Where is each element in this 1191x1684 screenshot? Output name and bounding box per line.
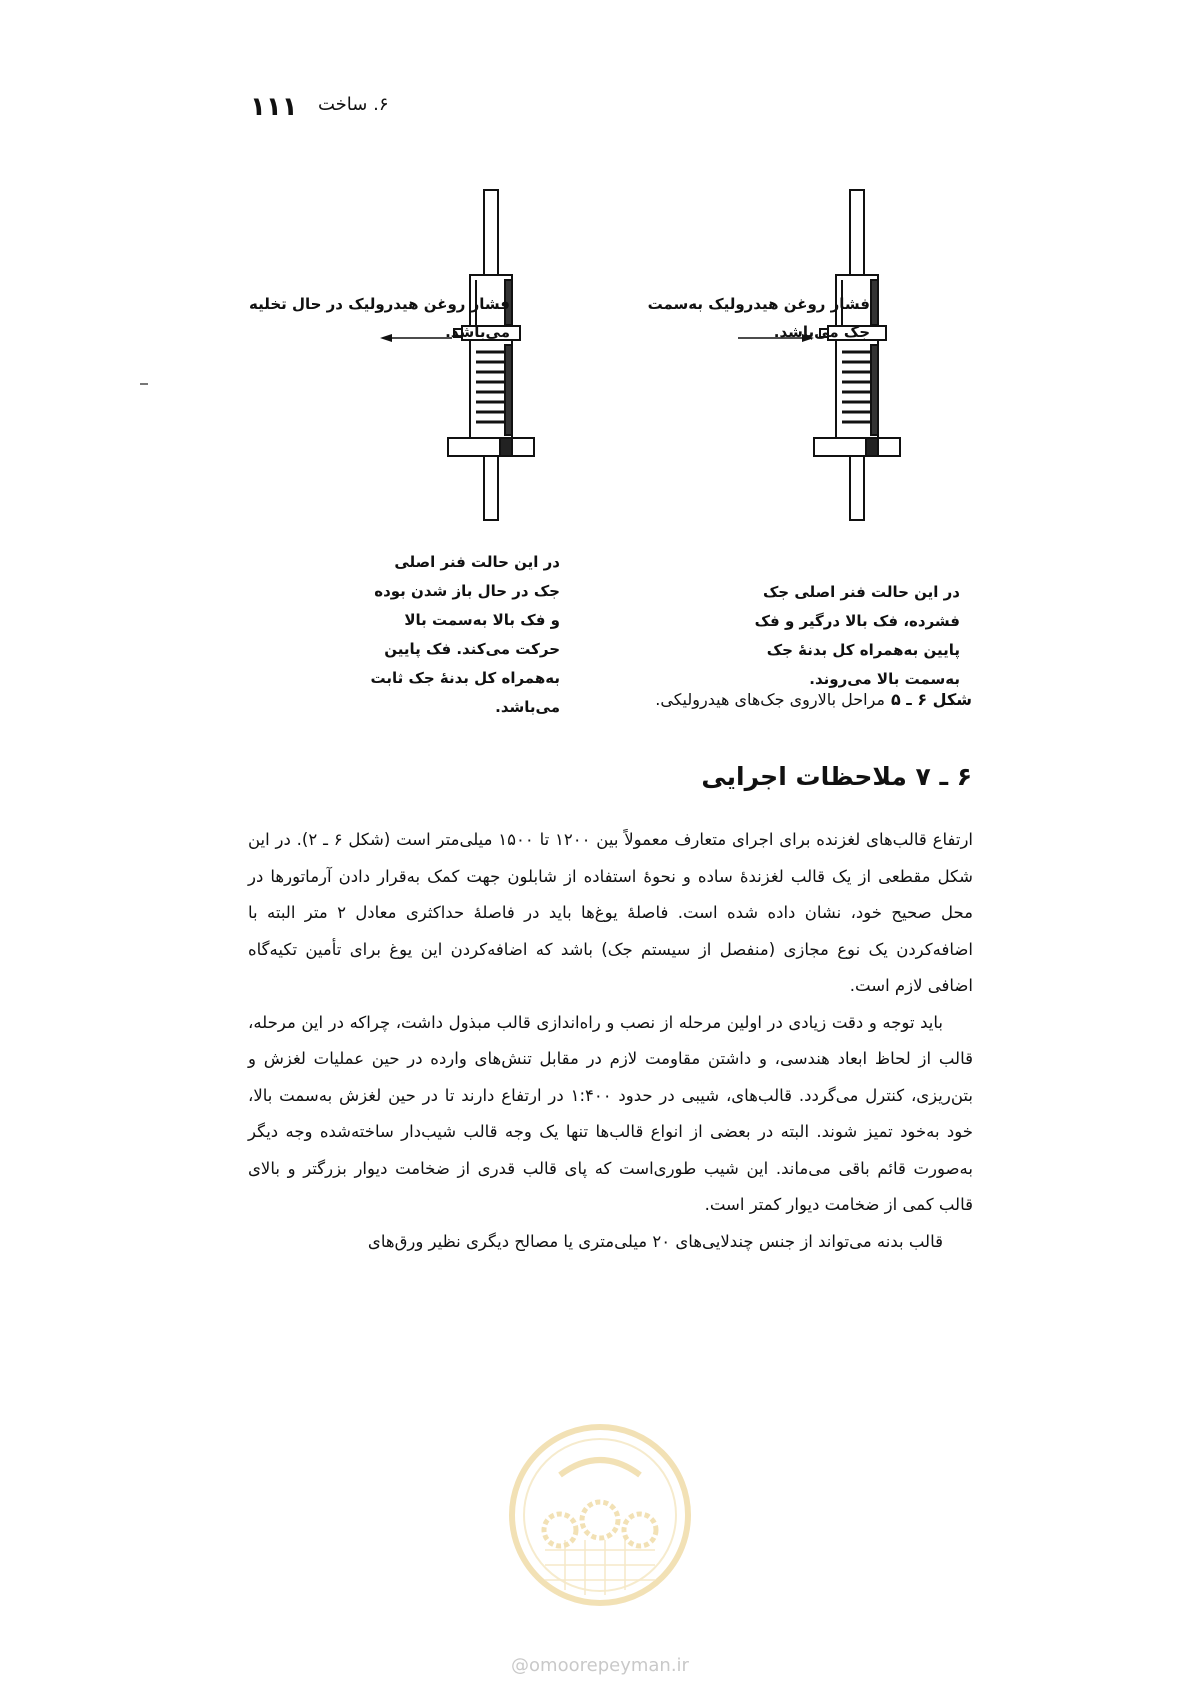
watermark-logo — [505, 1420, 695, 1610]
jack-pressurized-drawing — [738, 190, 900, 520]
figure-caption — [600, 690, 972, 709]
jack-draining-drawing — [380, 190, 534, 520]
paragraph: ارتفاع قالب‌های لغزنده برای اجرای متعارف معمولاً بین ۱۲۰۰ تا ۱۵۰۰ میلی‌متر است (شکل ۶ ـ ۲). در این شکل مقطعی از یک قالب لغزندۀ ساده و نحوۀ استفاده از شابلون جهت کمک به‌قرار دادن آرماتورها در محل صحیح خود، نشان داده شده است. فاصلۀ یوغ‌ها باید در فاصلۀ حداکثری معادل ۲ متر البته با اضافه‌کردن یک نوع مجازی (منفصل از سیستم جک) باشد که اضافه‌کردن این یوغ برای تأمین تکیه‌گاه اضافی لازم است. — [248, 830, 973, 995]
section-heading: ۶ ـ ۷ ملاحظات اجرایی — [701, 762, 972, 791]
description-spring-compressed: در این حالت فنر اصلی جک فشرده، فک بالا درگیر و فک پایین به‌همراه کل بدنۀ جک به‌سمت بالا می‌روند. — [754, 583, 960, 688]
margin-mark — [140, 383, 148, 385]
paragraph: باید توجه و دقت زیادی در اولین مرحله از نصب و راه‌اندازی قالب مبذول داشت، چراکه در این مرحله، قالب از لحاظ ابعاد هندسی، و داشتن مقاومت لازم در مقابل تنش‌های وارده در حین عملیات لغزش و بتن‌ریزی، کنترل می‌گردد. قالب‌های، شیبی در حدود ۱:۴۰۰ در ارتفاع دارند تا در حین لغزش به‌سمت بالا، خود به‌خود تمیز شوند. البته در بعضی از انواع قالب‌ها تنها یک وجه قالب شیب‌دار ساخته‌شده وجه دیگر به‌صورت قائم باقی می‌ماند. این شیب طوری‌است که پای قالب قدری از ضخامت دیوار بزرگتر و بالای قالب کمی از ضخامت دیوار کمتر است. — [248, 1012, 973, 1214]
label-oil-to-jack: فشار روغن هیدرولیک به‌سمت جک می‌باشد. — [647, 295, 870, 341]
body-text — [248, 822, 973, 1260]
figure-caption-text: مراحل بالاروی جک‌های هیدرولیکی. — [655, 690, 885, 709]
chapter-title: ۶. ساخت — [318, 94, 389, 115]
figure-number: شکل ۶ ـ ۵ — [890, 690, 972, 709]
watermark-site: @omoorepeyman.ir — [511, 1655, 689, 1676]
page-number: ۱۱۱ — [250, 92, 298, 122]
description-spring-opening: در این حالت فنر اصلی جک در حال باز شدن بوده و فک بالا به‌سمت بالا حرکت می‌کند. فک پایین به‌همراه کل بدنۀ جک ثابت می‌باشد. — [370, 553, 560, 716]
hydraulic-jack-figure — [370, 180, 950, 560]
paragraph: قالب بدنه می‌تواند از جنس چندلایی‌های ۲۰ میلی‌متری یا مصالح دیگری نظیر ورق‌های — [367, 1231, 943, 1251]
label-oil-draining: فشار روغن هیدرولیک در حال تخلیه می‌باشد. — [248, 295, 510, 341]
